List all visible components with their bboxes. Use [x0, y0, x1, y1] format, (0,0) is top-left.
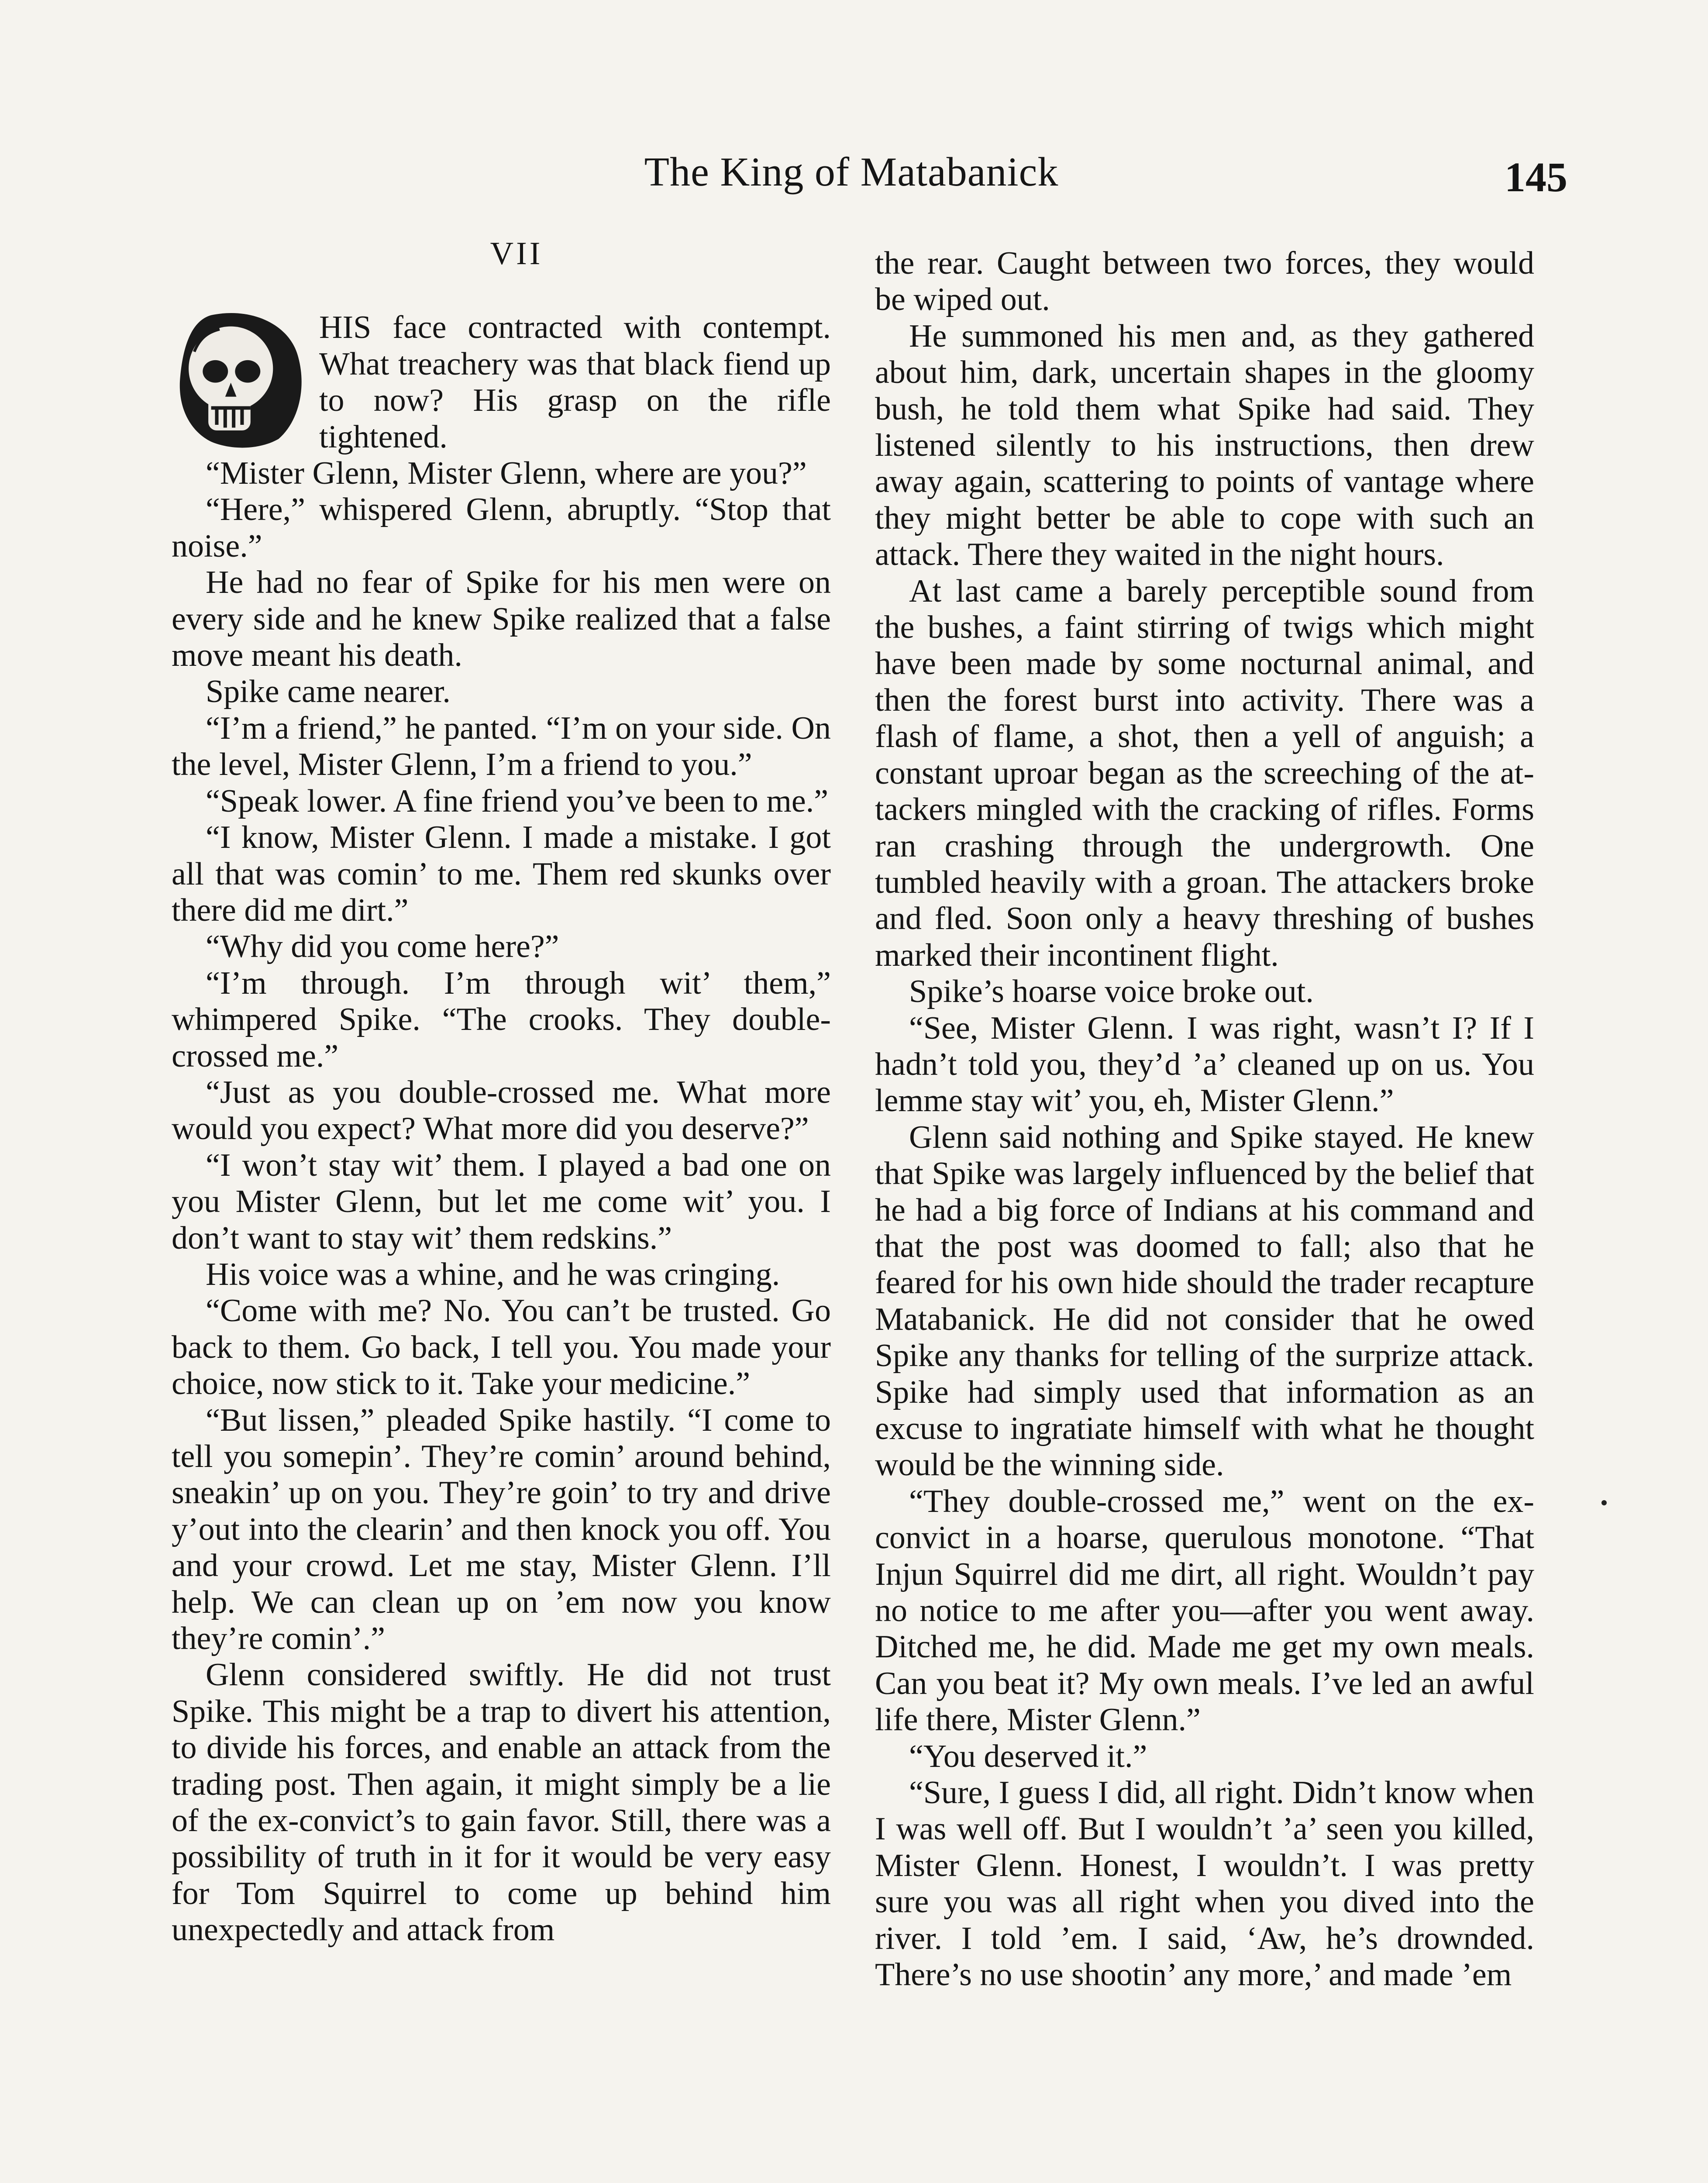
- paragraph: Spike’s hoarse voice broke out.: [909, 974, 1314, 1010]
- section-number: VII: [490, 236, 543, 272]
- paragraph: “Here,” whispered Glenn, abruptly. “Stop that noise.”: [172, 492, 831, 564]
- paragraph: “I’m a friend,” he panted. “I’m on your side. On the level, Mister Glenn, I’m a friend to you.”: [172, 710, 831, 783]
- skull-icon: [168, 310, 310, 450]
- running-title: The King of Matabanick: [644, 149, 1059, 195]
- paragraph: His voice was a whine, and he was cringing.: [206, 1256, 780, 1292]
- paragraph: “I won’t stay wit’ them. I played a bad one on you Mister Glenn, but let me come wit’ you. I don’t want to stay wit’ them redskins.”: [172, 1147, 831, 1256]
- paragraph: “Why did you come here?”: [206, 929, 559, 965]
- paragraph: At last came a barely perceptible sound from the bushes, a faint stirring of twigs which might have been made by some nocturnal animal, and then the forest burst into activity. There was a flash of flame, a shot, then a yell of anguish; a constant uproar began as the screeching of the attackers mingled with the cracking of rifles. Forms ran crashing through the undergrowth. One tumbled heavily with a groan. The attackers broke and fled. Soon only a heavy threshing of bushes marked their incontinent flight.: [875, 573, 1534, 973]
- paragraph: Glenn said nothing and Spike stayed. He knew that Spike was largely influenced by the belief that he had a big force of Indians at his command and that the post was doomed to fall; also that he feared for his own hide should the trader recapture Matabanick. He did not consider that he owed Spike any thanks for telling of the surprize attack. Spike had simply used that information as an excuse to ingratiate himself with what he thought would be the winning side.: [875, 1119, 1534, 1483]
- paragraph: “Just as you double-crossed me. What more would you expect? What more did you deserve?”: [172, 1074, 831, 1147]
- paragraph: “I know, Mister Glenn. I made a mistake. I got all that was comin’ to me. Them red skunks over there did me dirt.”: [172, 819, 831, 928]
- paragraph: Spike came nearer.: [206, 674, 451, 710]
- opening-paragraph: HIS face contracted with contempt. What treachery was that black fiend up to now? His grasp on the rifle tightened.: [319, 310, 831, 455]
- left-column: [172, 236, 831, 1949]
- page-number: 145: [1505, 154, 1567, 200]
- paragraph: “Mister Glenn, Mister Glenn, where are you?”: [206, 455, 807, 492]
- paragraph: “Come with me? No. You can’t be trusted. Go back to them. Go back, I tell you. You made your choice, now stick to it. Take your medicine.”: [172, 1293, 831, 1402]
- continued-paragraph: the rear. Caught between two forces, they would be wiped out.: [875, 245, 1534, 318]
- ink-speck: [1601, 1500, 1607, 1505]
- paragraph: “I’m through. I’m through wit’ them,” whimpered Spike. “The crooks. They double-crossed me.”: [172, 965, 831, 1074]
- paragraph: “Sure, I guess I did, all right. Didn’t know when I was well off. But I wouldn’t ’a’ seen you killed, Mister Glenn. Honest, I wouldn’t. I was pretty sure you was all right when you dived into the river. I told ’em. I said, ‘Aw, he’s drownded. There’s no use shootin’ any more,’ and made ’em: [875, 1775, 1534, 1993]
- paragraph: “See, Mister Glenn. I was right, wasn’t I? If I hadn’t told you, they’d ’a’ cleaned up on us. You lemme stay wit’ you, eh, Mister Glenn.”: [875, 1010, 1534, 1119]
- paragraph: He had no fear of Spike for his men were on every side and he knew Spike realized that a false move meant his death.: [172, 565, 831, 674]
- paragraph: “They double-crossed me,” went on the ex-convict in a hoarse, querulous monotone. “That Injun Squirrel did me dirt, all right. Wouldn’t pay no notice to me after you—after you went away. Ditched me, he did. Made me get my own meals. Can you beat it? My own meals. I’ve led an awful life there, Mister Glenn.”: [875, 1483, 1534, 1738]
- paragraph: He summoned his men and, as they gathered about him, dark, uncertain shapes in the gloomy bush, he told them what Spike had said. They listened silently to his instructions, then drew away again, scattering to points of vantage where they might better be able to cope with such an attack. There they waited in the night hours.: [875, 318, 1534, 573]
- paragraph: “You deserved it.”: [909, 1738, 1147, 1774]
- paragraph: Glenn considered swiftly. He did not trust Spike. This might be a trap to divert his attention, to divide his forces, and enable an attack from the trading post. Then again, it might simply be a lie of the ex-convict’s to gain favor. Still, there was a possibility of truth in it for it would be very easy for Tom Squirrel to come up behind him unexpectedly and attack from: [172, 1657, 831, 1948]
- paragraph: “Speak lower. A fine friend you’ve been to me.”: [206, 783, 829, 819]
- right-column: [875, 245, 1534, 1994]
- paragraph: “But lissen,” pleaded Spike hastily. “I come to tell you somepin’. They’re comin’ around behind, sneakin’ up on you. They’re goin’ to try and drive y’out into the clearin’ and then knock you off. You and your crowd. Let me stay, Mister Glenn. I’ll help. We can clean up on ’em now you know they’re comin’.”: [172, 1402, 831, 1657]
